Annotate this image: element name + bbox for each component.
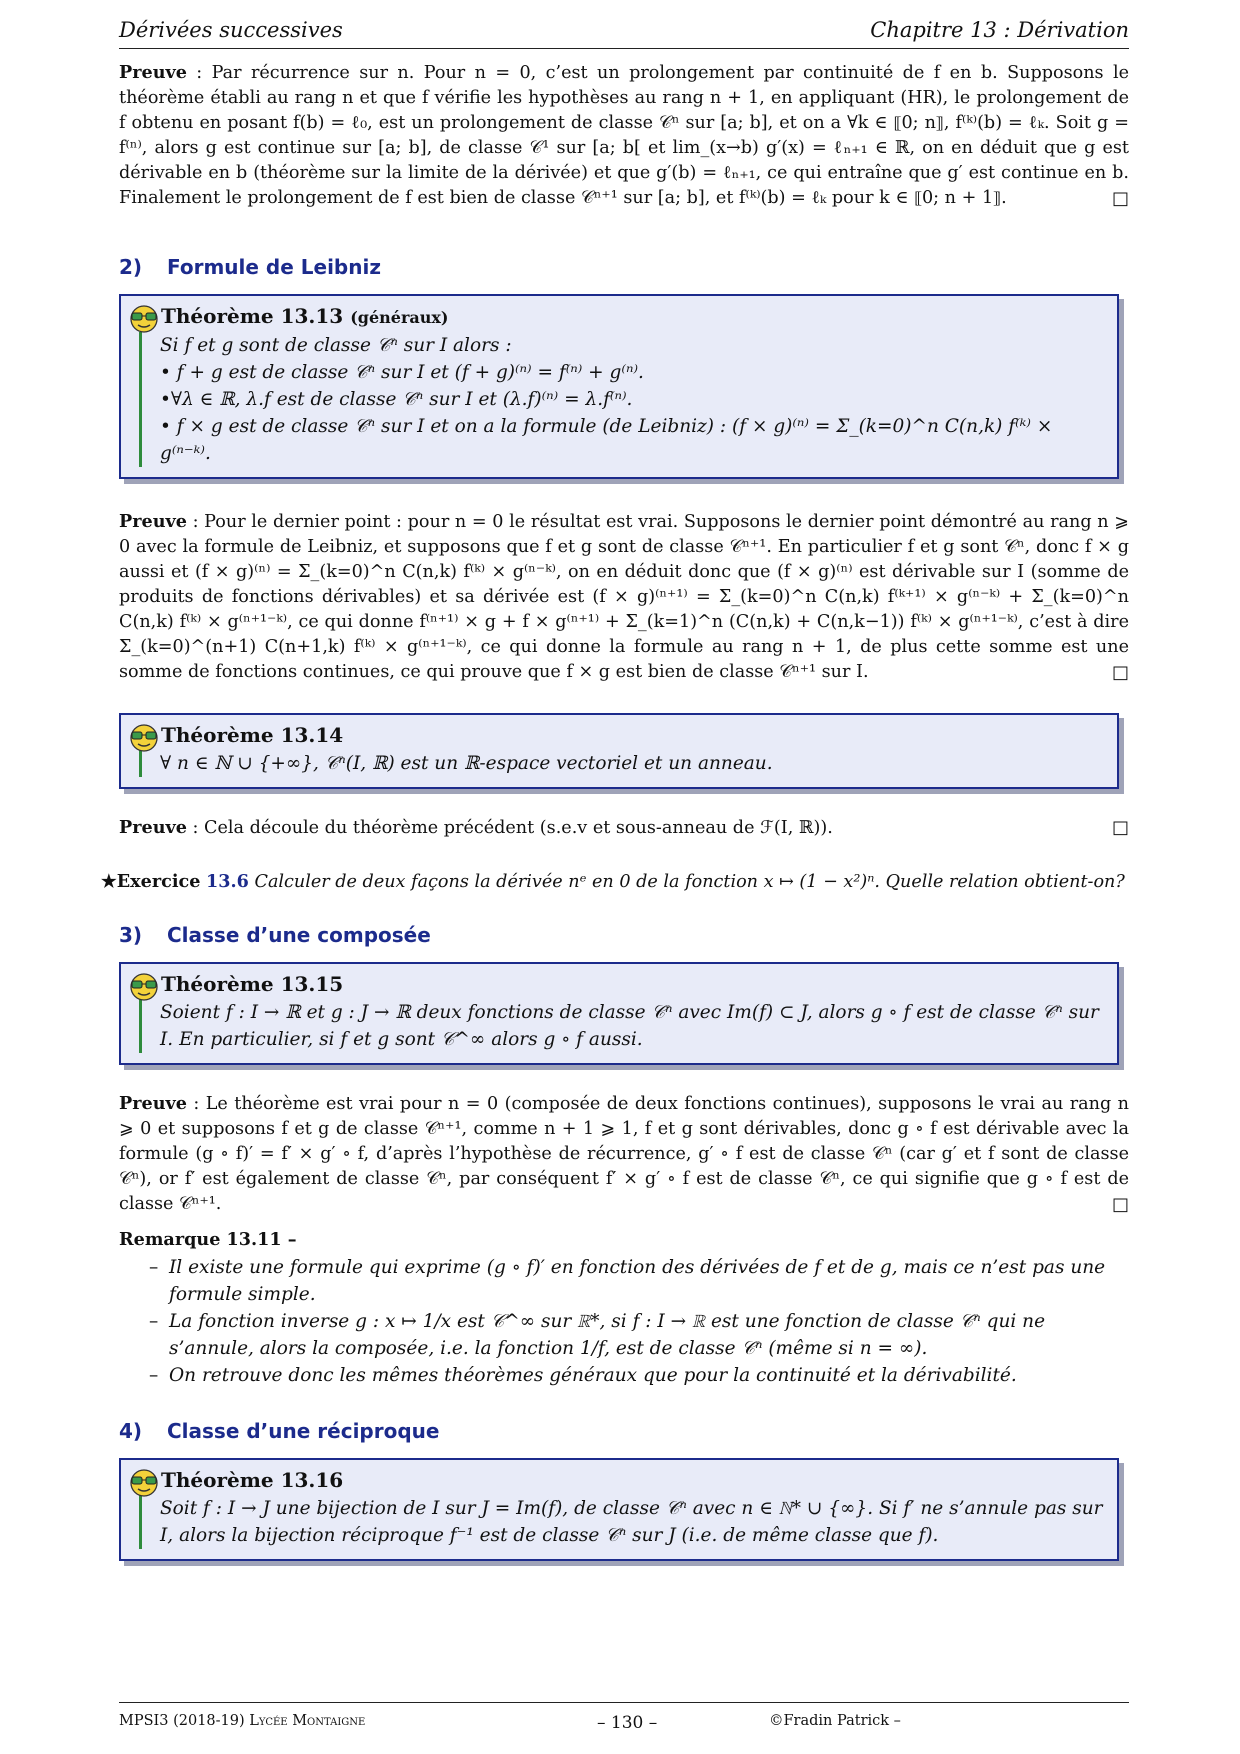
section-leibniz <box>119 255 1129 280</box>
theorem-title: Théorème 13.16 <box>161 1468 344 1492</box>
theorem-title <box>161 304 1105 330</box>
smiley-glasses-icon <box>127 1468 161 1498</box>
page-number: – 130 – <box>597 1713 658 1733</box>
smiley-glasses-icon <box>127 972 161 1002</box>
section-title: Formule de Leibniz <box>167 255 381 279</box>
theorem-13-13 <box>119 294 1119 479</box>
theorem-line: Si f et g sont de classe 𝒞ⁿ sur I alors : <box>160 335 512 356</box>
proof-espace-vectoriel <box>119 815 1129 841</box>
theorem-title: Théorème 13.15 <box>161 972 344 996</box>
remark-label: Remarque 13.11 – <box>119 1229 297 1250</box>
theorem-statement: Soit f : I → J une bijection de I sur J = Im(f), de classe 𝒞ⁿ avec n ∈ ℕ* ∪ {∞}. Si f′ ne s’annule pas sur I, alors la bijection réciproque f⁻¹ est de classe 𝒞ⁿ sur J (i.e. de même classe que f). <box>139 1495 1105 1549</box>
proof-label: Preuve <box>119 511 187 532</box>
section-title: Classe d’une composée <box>167 923 431 947</box>
remark-item: – On retrouve donc les mêmes théorèmes généraux que pour la continuité et la dérivabilité. <box>169 1362 1129 1389</box>
theorem-number: Théorème 13.13 <box>161 304 344 328</box>
theorem-line: • f × g est de classe 𝒞ⁿ sur I et on a la formule (de Leibniz) : (f × g)⁽ⁿ⁾ = Σ_(k=0)^n C(n,k) f⁽ᵏ⁾ × g⁽ⁿ⁻ᵏ⁾. <box>160 416 1053 464</box>
smiley-glasses-icon <box>127 723 161 753</box>
theorem-statement: Soient f : I → ℝ et g : J → ℝ deux fonctions de classe 𝒞ⁿ avec Im(f) ⊂ J, alors g ∘ f est de classe 𝒞ⁿ sur I. En particulier, si f et g sont 𝒞^∞ alors g ∘ f aussi. <box>139 999 1105 1053</box>
qed-symbol: □ <box>1111 662 1129 683</box>
section-number: 2) <box>119 255 143 279</box>
header-chapter: Chapitre 13 : Dérivation <box>870 18 1129 42</box>
qed-symbol: □ <box>1111 817 1129 838</box>
theorem-title: Théorème 13.14 <box>161 723 344 747</box>
exercise-text: Calculer de deux façons la dérivée nᵉ en 0 de la fonction x ↦ (1 − x²)ⁿ. Quelle relation obtient-on? <box>254 872 1125 892</box>
section-reciproque <box>119 1419 1129 1444</box>
qed-symbol: □ <box>1111 1194 1129 1215</box>
theorem-statement <box>139 332 1105 467</box>
remark-item: – Il existe une formule qui exprime (g ∘ f)′ en fonction des dérivées de f et de g, mais ce n’est pas une formule simple. <box>169 1254 1129 1308</box>
exercise-label: ★Exercice <box>101 871 201 892</box>
theorem-13-14 <box>119 713 1119 789</box>
qed-symbol: □ <box>1111 188 1129 209</box>
proof-label: Preuve <box>119 62 187 83</box>
section-composee <box>119 923 1129 948</box>
page-footer <box>119 1702 1129 1733</box>
footer-school: Lycée Montaigne <box>249 1713 366 1729</box>
proof-leibniz <box>119 509 1129 685</box>
section-number: 3) <box>119 923 143 947</box>
proof-label: Preuve <box>119 1093 187 1114</box>
proof-text: : Cela découle du théorème précédent (s.e.v et sous-anneau de ℱ(I, ℝ)). <box>186 818 833 838</box>
remark-13-11 <box>119 1227 1129 1389</box>
running-header <box>119 16 1129 49</box>
page-body <box>101 60 1129 1587</box>
proof-label: Preuve <box>119 817 187 838</box>
theorem-subtitle: (généraux) <box>350 308 449 327</box>
exercise-number: 13.6 <box>206 871 249 892</box>
remark-list <box>119 1254 1129 1389</box>
theorem-13-16 <box>119 1458 1119 1561</box>
remark-item: – La fonction inverse g : x ↦ 1/x est 𝒞^∞ sur ℝ*, si f : I → ℝ est une fonction de classe 𝒞ⁿ qui ne s’annule, alors la composée, i.e. la fonction 1/f, est de classe 𝒞ⁿ (même si n = ∞). <box>169 1308 1129 1362</box>
proof-prolongement <box>119 60 1129 211</box>
theorem-line: • f + g est de classe 𝒞ⁿ sur I et (f + g)⁽ⁿ⁾ = f⁽ⁿ⁾ + g⁽ⁿ⁾. <box>160 362 644 383</box>
footer-class: MPSI3 (2018-19) <box>119 1713 250 1729</box>
section-title: Classe d’une réciproque <box>167 1419 440 1443</box>
proof-text: : Par récurrence sur n. Pour n = 0, c’est un prolongement par continuité de f en b. Supposons le théorème établi au rang n et que f vérifie les hypothèses au rang n + 1, en appliquant (HR), le prolongement de f obtenu en posant f(b) = ℓ₀, est un prolongement de classe 𝒞ⁿ sur [a; b], et on a ∀k ∈ ⟦0; n⟧, f⁽ᵏ⁾(b) = ℓₖ. Soit g = f⁽ⁿ⁾, alors g est continue sur [a; b], de classe 𝒞¹ sur [a; b[ et lim_(x→b) g′(x) = ℓₙ₊₁ ∈ ℝ, on en déduit que g est dérivable en b (théorème sur la limite de la dérivée) et que g′(b) = ℓₙ₊₁, ce qui entraîne que g′ est continue en b. Finalement le prolongement de f est bien de classe 𝒞ⁿ⁺¹ sur [a; b], et f⁽ᵏ⁾(b) = ℓₖ pour k ∈ ⟦0; n + 1⟧. <box>119 63 1129 208</box>
page <box>101 0 1129 1754</box>
section-number: 4) <box>119 1419 143 1443</box>
theorem-13-15 <box>119 962 1119 1065</box>
exercise-13-6 <box>101 869 1129 895</box>
theorem-line: •∀λ ∈ ℝ, λ.f est de classe 𝒞ⁿ sur I et (λ.f)⁽ⁿ⁾ = λ.f⁽ⁿ⁾. <box>160 389 633 410</box>
proof-text: : Le théorème est vrai pour n = 0 (composée de deux fonctions continues), supposons le vrai au rang n ⩾ 0 et supposons f et g de classe 𝒞ⁿ⁺¹, comme n + 1 ⩾ 1, f et g sont dérivables, donc g ∘ f est dérivable avec la formule (g ∘ f)′ = f′ × g′ ∘ f, d’après l’hypothèse de récurrence, g′ ∘ f est de classe 𝒞ⁿ (car g′ et f sont de classe 𝒞ⁿ), or f′ est également de classe 𝒞ⁿ, par conséquent f′ × g′ ∘ f est de classe 𝒞ⁿ, ce qui signifie que g ∘ f est de classe 𝒞ⁿ⁺¹. <box>119 1094 1129 1214</box>
theorem-statement: ∀ n ∈ ℕ ∪ {+∞}, 𝒞ⁿ(I, ℝ) est un ℝ-espace vectoriel et un anneau. <box>139 750 1105 777</box>
smiley-glasses-icon <box>127 304 161 334</box>
footer-author: ©Fradin Patrick – <box>769 1713 901 1729</box>
proof-composee <box>119 1091 1129 1217</box>
header-section: Dérivées successives <box>119 18 343 42</box>
proof-text: : Pour le dernier point : pour n = 0 le résultat est vrai. Supposons le dernier point démontré au rang n ⩾ 0 avec la formule de Leibniz, et supposons que f et g sont de classe 𝒞ⁿ⁺¹. En particulier f et g sont 𝒞ⁿ, donc f × g aussi et (f × g)⁽ⁿ⁾ = Σ_(k=0)^n C(n,k) f⁽ᵏ⁾ × g⁽ⁿ⁻ᵏ⁾, on en déduit donc que (f × g)⁽ⁿ⁾ est dérivable sur I (somme de produits de fonctions dérivables) et sa dérivée est (f × g)⁽ⁿ⁺¹⁾ = Σ_(k=0)^n C(n,k) f⁽ᵏ⁺¹⁾ × g⁽ⁿ⁻ᵏ⁾ + Σ_(k=0)^n C(n,k) f⁽ᵏ⁾ × g⁽ⁿ⁺¹⁻ᵏ⁾, ce qui donne f⁽ⁿ⁺¹⁾ × g + f × g⁽ⁿ⁺¹⁾ + Σ_(k=1)^n (C(n,k) + C(n,k−1)) f⁽ᵏ⁾ × g⁽ⁿ⁺¹⁻ᵏ⁾, c’est à dire Σ_(k=0)^(n+1) C(n+1,k) f⁽ᵏ⁾ × g⁽ⁿ⁺¹⁻ᵏ⁾, ce qui donne la formule au rang n + 1, de plus cette somme est une somme de fonctions continues, ce qui prouve que f × g est bien de classe 𝒞ⁿ⁺¹ sur I. <box>119 512 1129 682</box>
